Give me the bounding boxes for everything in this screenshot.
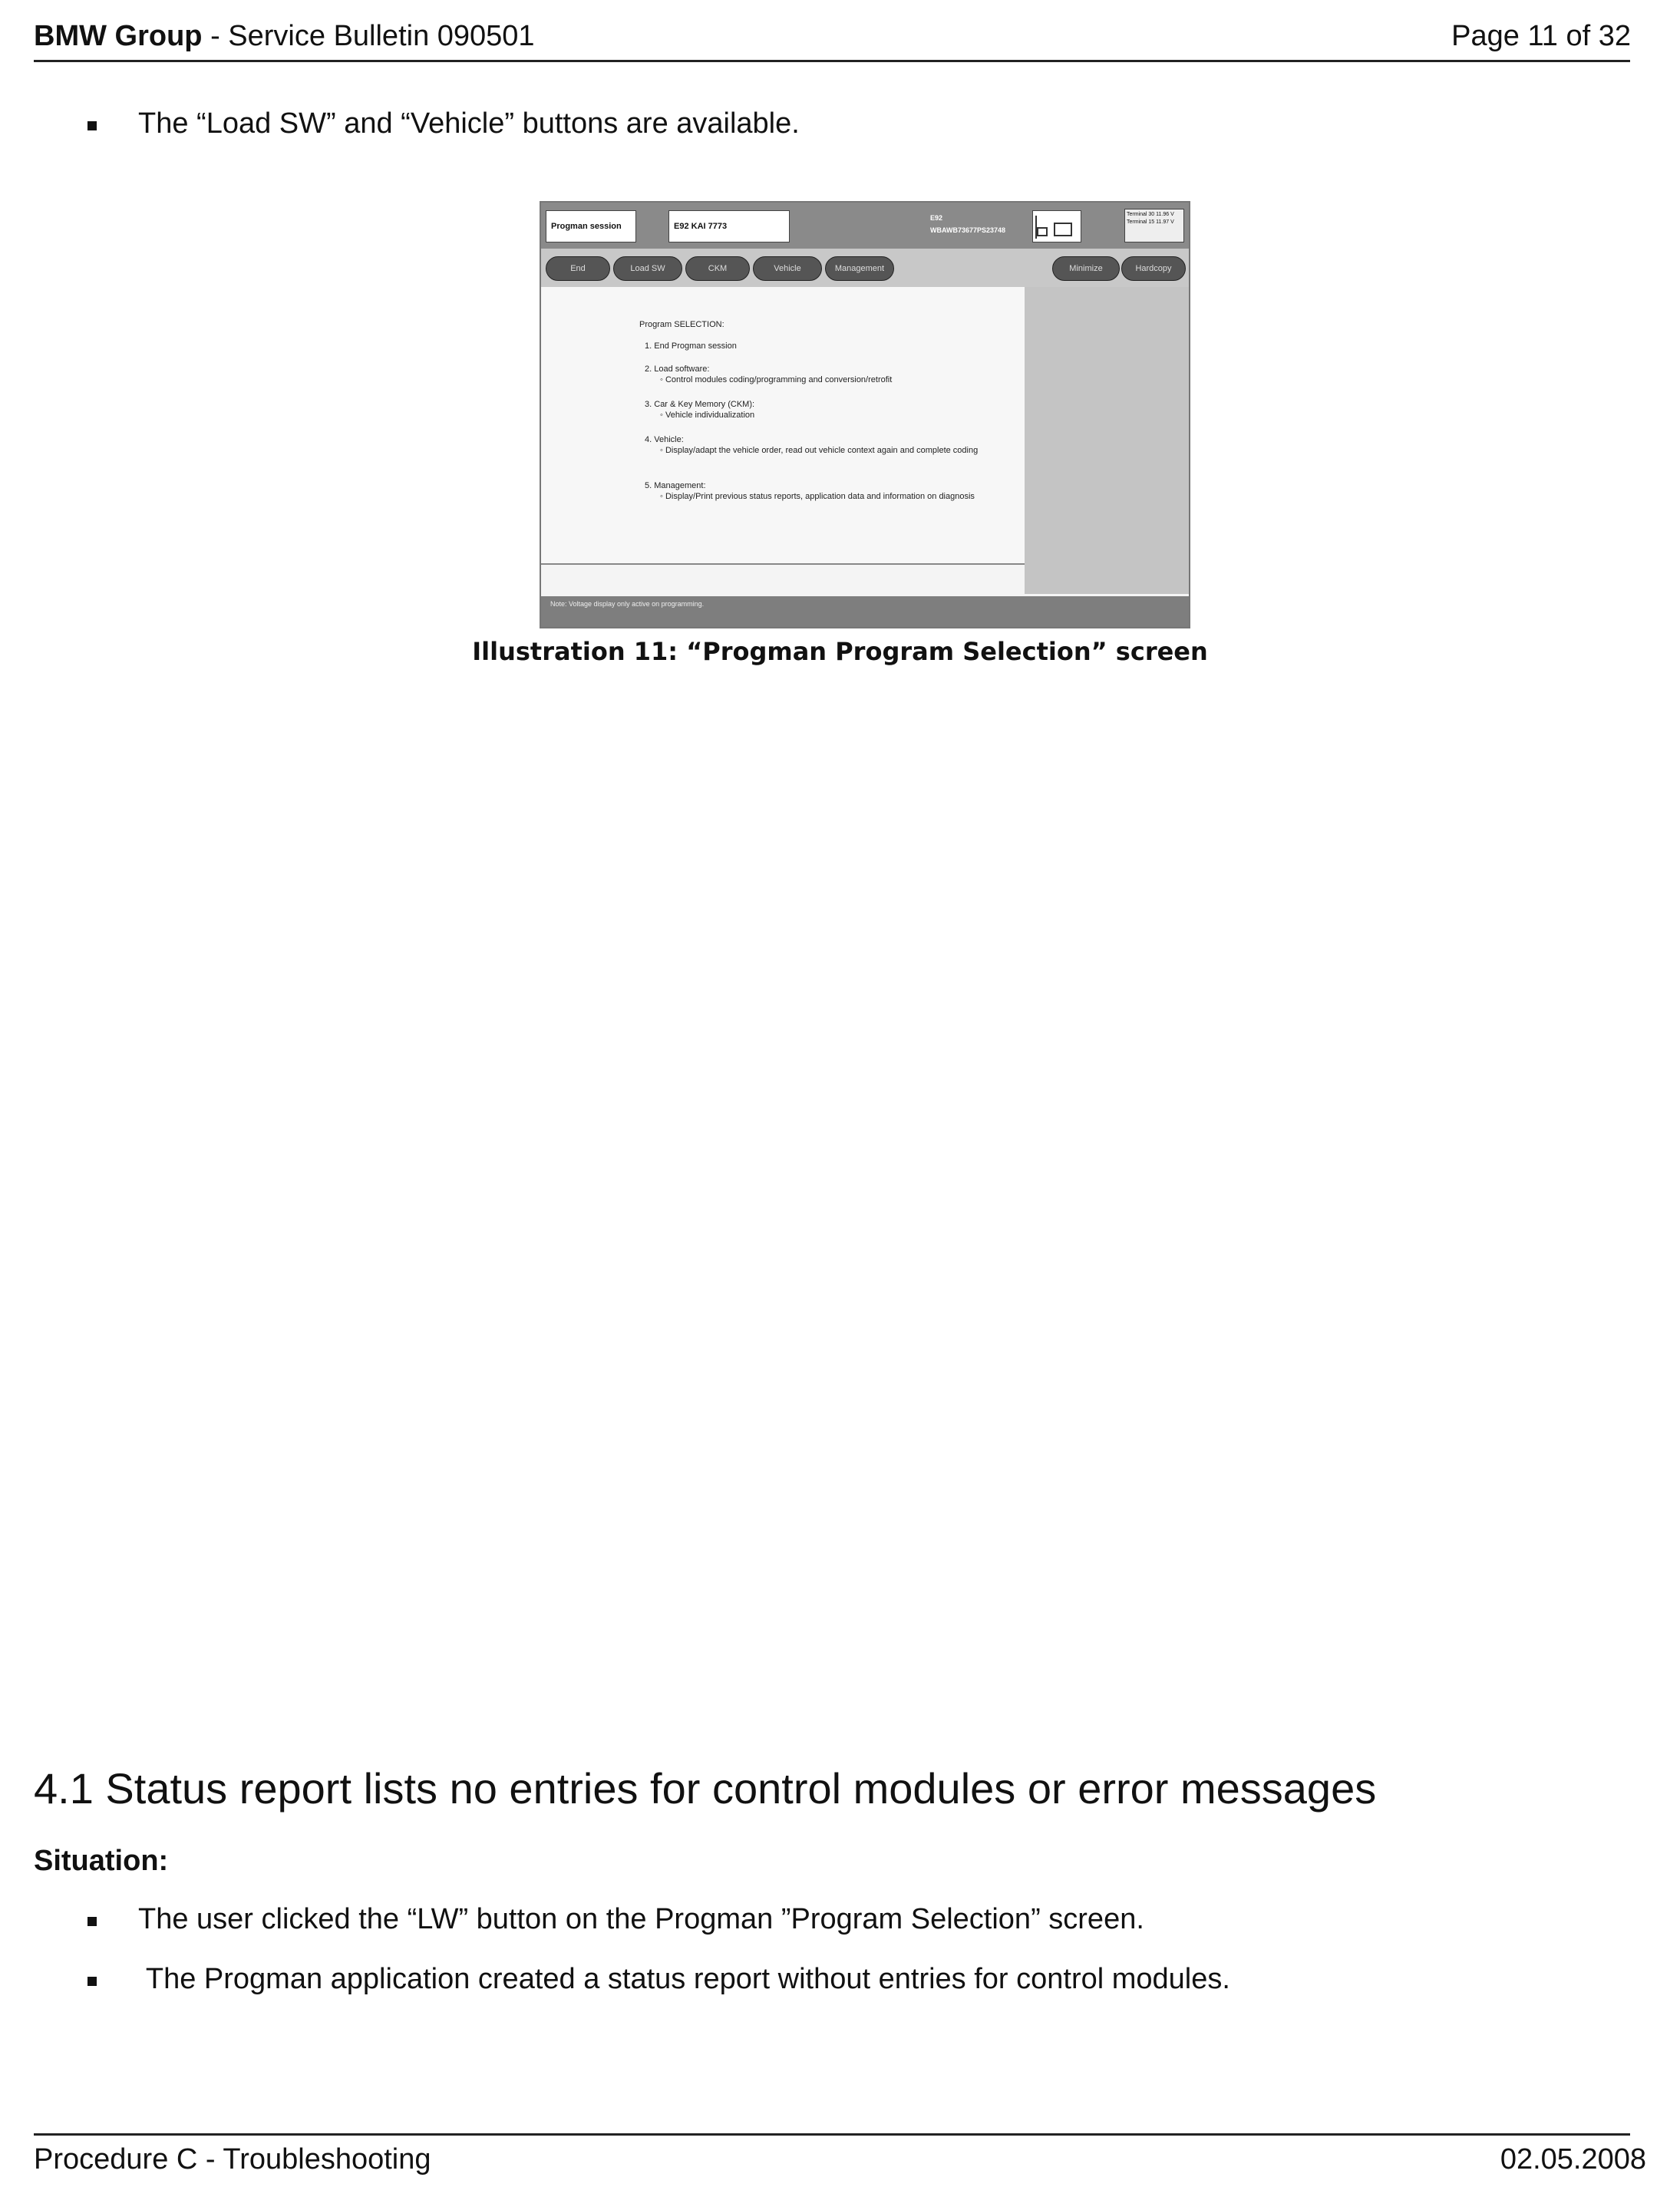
hardcopy-button[interactable]: Hardcopy xyxy=(1121,256,1186,281)
end-button[interactable]: End xyxy=(546,256,610,281)
item-detail: Control modules coding/programming and conversion/retrofit xyxy=(665,375,893,384)
item-number: 3. xyxy=(645,400,652,409)
item-label: Car & Key Memory (CKM): xyxy=(654,400,755,409)
program-item-1 xyxy=(645,341,737,351)
item-detail: Display/adapt the vehicle order, read out vehicle context again and complete coding xyxy=(665,446,979,455)
footer-divider xyxy=(34,2133,1630,2136)
vehicle-connection-icon xyxy=(1032,210,1081,242)
load-sw-button[interactable]: Load SW xyxy=(613,256,682,281)
program-selection-panel xyxy=(541,287,1025,563)
situation-bullet-2: The Progman application created a status report without entries for control modules. xyxy=(138,1963,1230,1995)
program-item-4-detail: ◦ Display/adapt the vehicle order, read out vehicle context again and complete coding xyxy=(660,446,979,455)
progman-screenshot xyxy=(540,201,1190,628)
section-heading: 4.1 Status report lists no entries for control modules or error messages xyxy=(34,1764,1377,1813)
page-number: Page 11 of 32 xyxy=(1451,20,1631,52)
program-item-5-detail: ◦ Display/Print previous status reports, application data and information on diagnosis xyxy=(660,492,975,501)
item-label: Vehicle: xyxy=(654,435,684,444)
vehicle-vin: WBAWB73677PS23748 xyxy=(930,226,1006,234)
company-name: BMW Group xyxy=(34,20,203,52)
bulletin-number: Service Bulletin 090501 xyxy=(228,20,535,52)
screenshot-titlebar xyxy=(541,203,1189,249)
screenshot-side-panel xyxy=(1025,287,1189,594)
program-item-4 xyxy=(645,434,684,445)
footer-date: 02.05.2008 xyxy=(1500,2143,1646,2175)
program-item-2-detail: ◦ Control modules coding/programming and conversion/retrofit xyxy=(660,375,893,384)
bullet-marker xyxy=(87,1917,97,1926)
vehicle-id: E92 KAI 7773 xyxy=(668,210,790,242)
bullet-marker xyxy=(87,121,97,130)
header-divider xyxy=(34,60,1630,62)
vehicle-model: E92 xyxy=(930,214,943,222)
terminal-30: Terminal 30 11.96 V xyxy=(1127,212,1174,217)
footer-procedure: Procedure C - Troubleshooting xyxy=(34,2143,431,2175)
program-selection-title: Program SELECTION: xyxy=(639,320,724,329)
program-item-2 xyxy=(645,364,709,374)
item-detail: Vehicle individualization xyxy=(665,411,755,420)
bullet-marker xyxy=(87,1977,97,1986)
item-detail: Display/Print previous status reports, application data and information on diagnosis xyxy=(665,492,975,501)
session-label: Progman session xyxy=(546,210,636,242)
bullet-text: The “Load SW” and “Vehicle” buttons are available. xyxy=(138,107,800,140)
ckm-button[interactable]: CKM xyxy=(685,256,750,281)
vehicle-button[interactable]: Vehicle xyxy=(753,256,822,281)
header-title xyxy=(34,20,535,53)
item-number: 5. xyxy=(645,481,652,490)
screenshot-divider xyxy=(541,563,1025,565)
program-item-3-detail: ◦ Vehicle individualization xyxy=(660,411,755,420)
vehicle-model-info xyxy=(930,212,1005,236)
terminal-voltages xyxy=(1124,209,1184,242)
situation-label: Situation: xyxy=(34,1845,169,1877)
program-item-5 xyxy=(645,480,706,491)
terminal-15: Terminal 15 11.97 V xyxy=(1127,219,1174,225)
item-label: End Progman session xyxy=(654,341,737,351)
item-number: 1. xyxy=(645,341,652,351)
item-number: 4. xyxy=(645,435,652,444)
management-button[interactable]: Management xyxy=(825,256,894,281)
header-separator: - xyxy=(202,20,229,52)
illustration-caption: Illustration 11: “Progman Program Selection” screen xyxy=(472,637,1208,666)
minimize-button[interactable]: Minimize xyxy=(1052,256,1120,281)
item-number: 2. xyxy=(645,364,652,374)
program-item-3 xyxy=(645,399,754,410)
situation-bullet-1: The user clicked the “LW” button on the Progman ”Program Selection” screen. xyxy=(138,1903,1144,1935)
item-label: Management: xyxy=(654,481,706,490)
screenshot-note: Note: Voltage display only active on programming. xyxy=(541,596,1189,627)
item-label: Load software: xyxy=(654,364,710,374)
